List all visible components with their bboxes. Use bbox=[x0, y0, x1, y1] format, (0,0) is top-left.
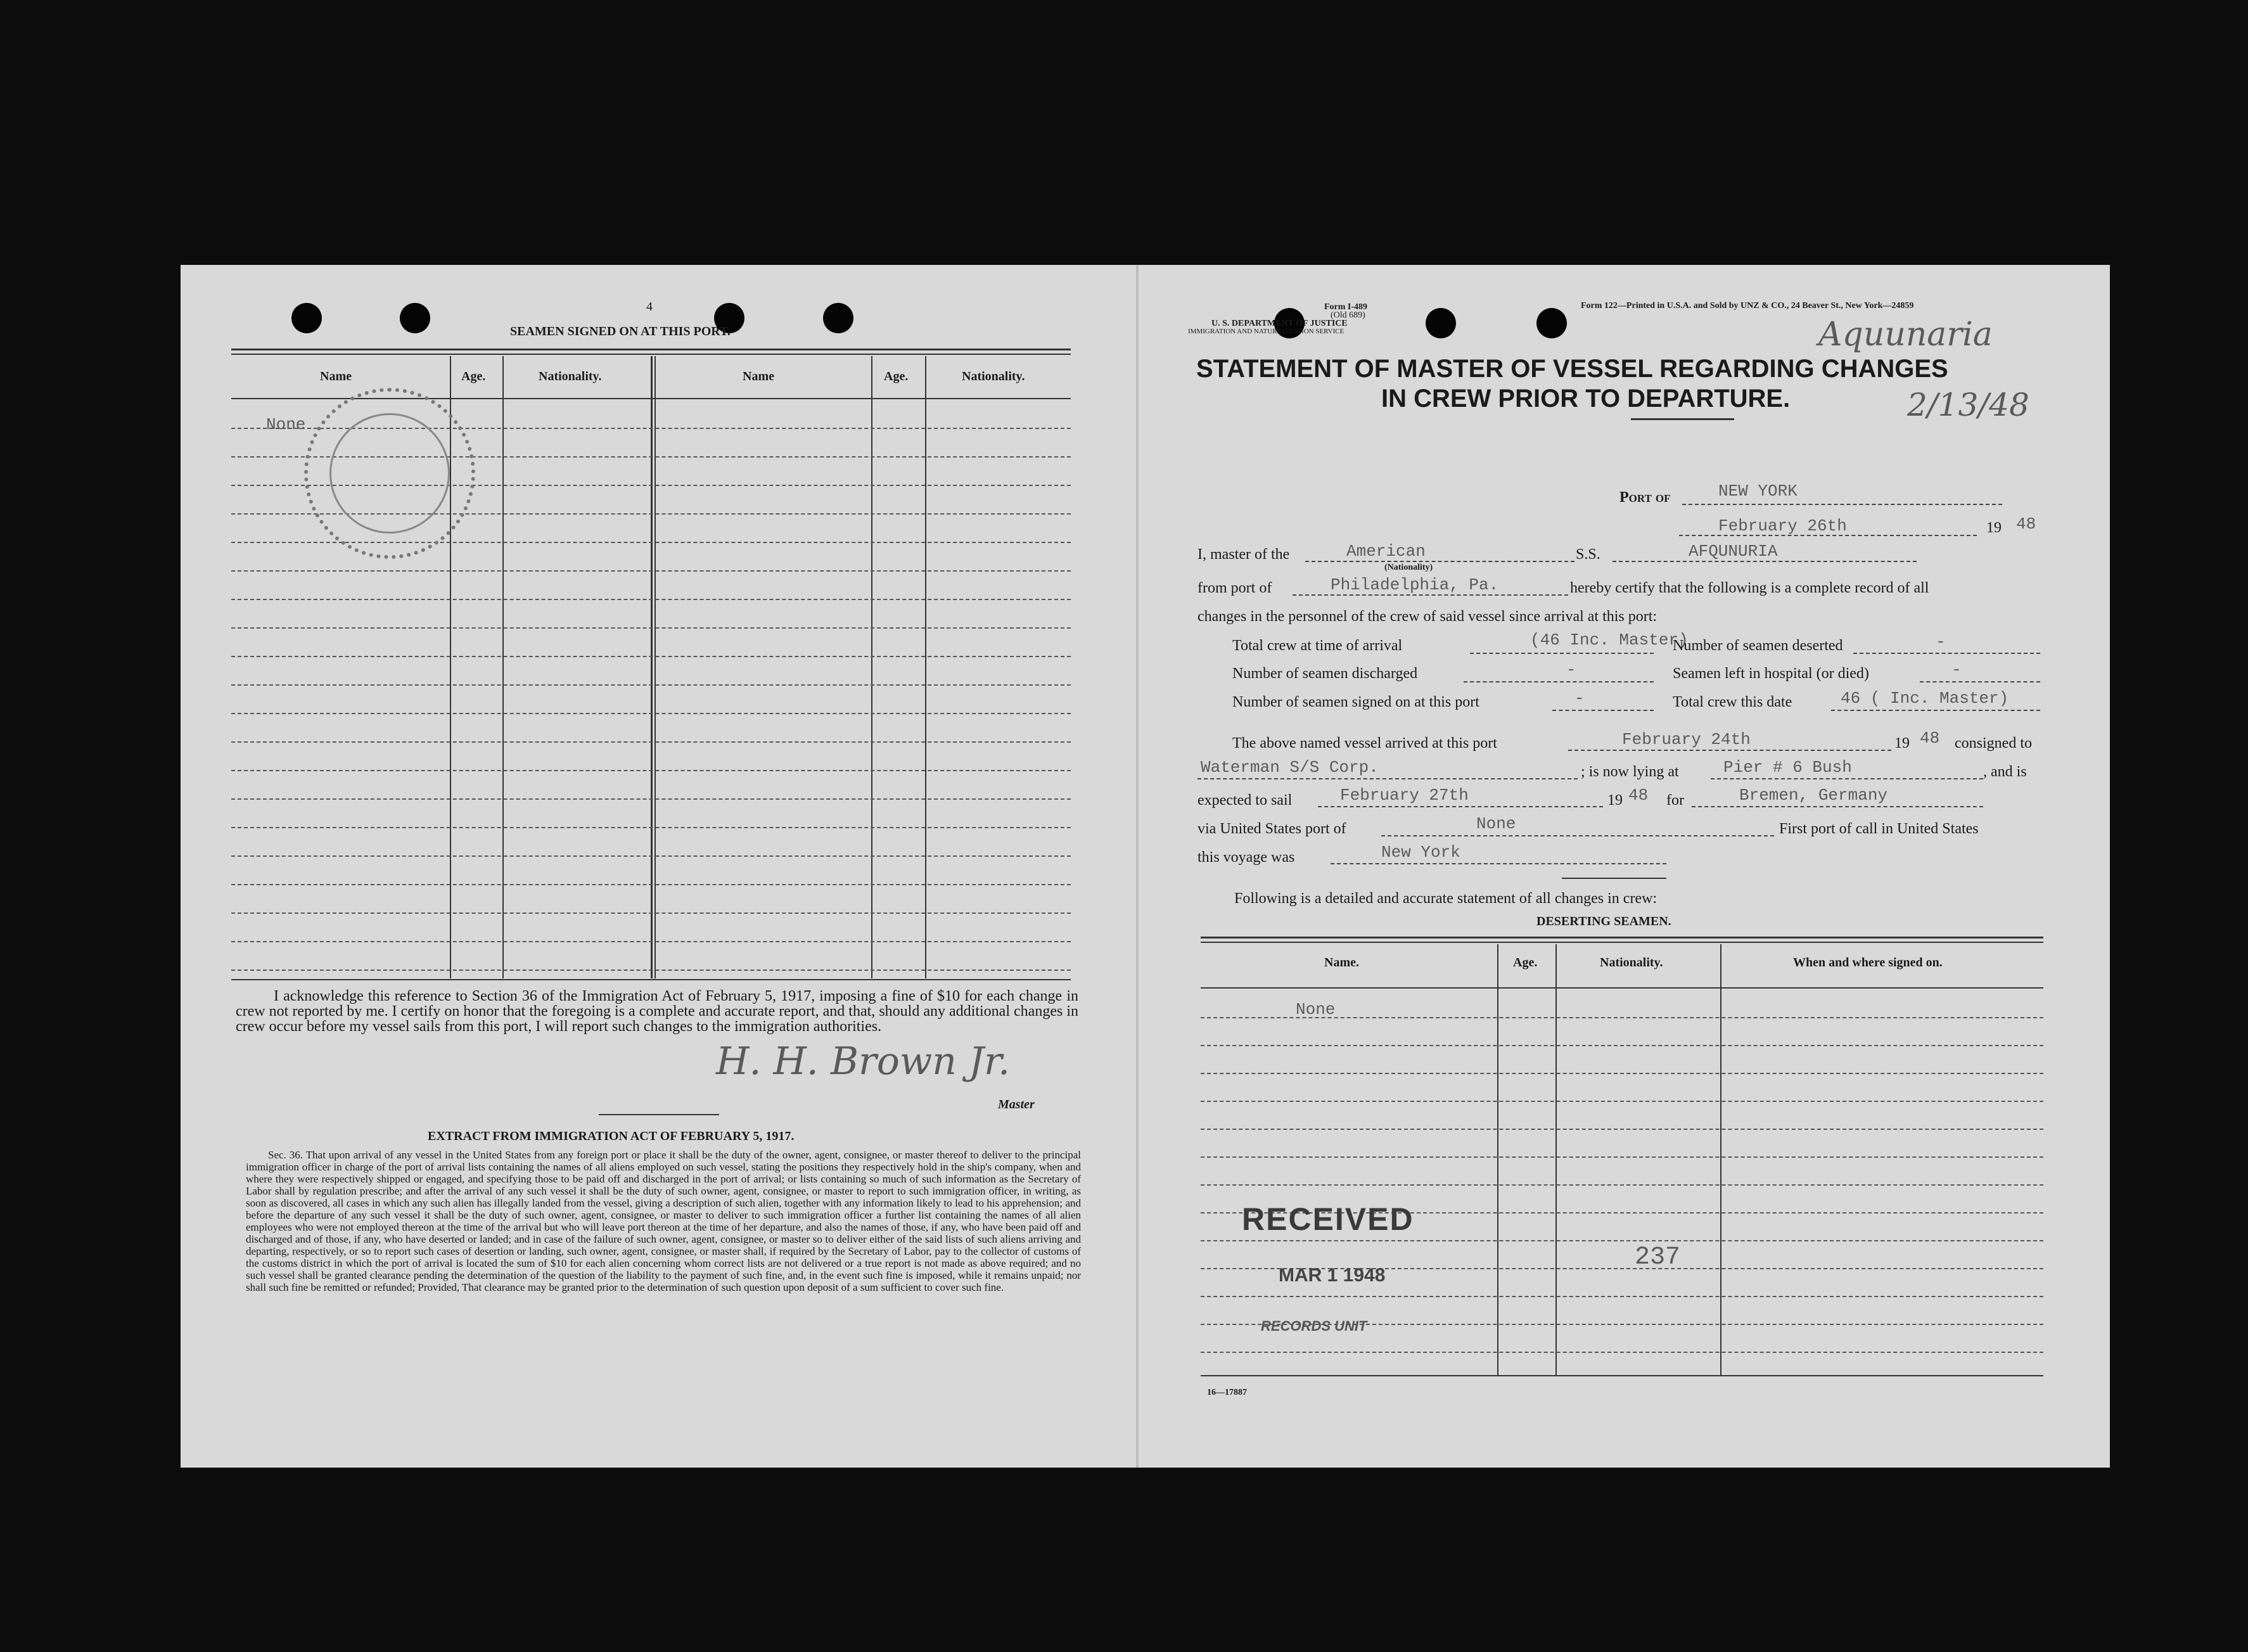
signed-on-value: - bbox=[1574, 689, 1585, 708]
port-of-label: Port of bbox=[1619, 489, 1671, 506]
column-header: Name bbox=[320, 369, 352, 383]
fill-line bbox=[1197, 778, 1578, 779]
fill-line bbox=[1331, 863, 1666, 864]
fill-line bbox=[1920, 681, 2040, 682]
deserting-title: DESERTING SEAMEN. bbox=[1536, 914, 1671, 928]
total-crew-date-value: 46 ( Inc. Master) bbox=[1841, 689, 2009, 708]
table-row bbox=[231, 770, 1071, 771]
right-page bbox=[1137, 265, 2110, 1468]
master-signature: H. H. Brown Jr. bbox=[716, 1039, 1011, 1084]
fill-line bbox=[1692, 806, 1983, 807]
table-entry: None bbox=[266, 415, 306, 434]
punch-hole bbox=[1536, 308, 1567, 338]
following-text: Following is a detailed and accurate statement of all changes in crew: bbox=[1234, 890, 1657, 907]
via-label: via United States port of bbox=[1197, 821, 1346, 837]
handwritten-date: 2/13/48 bbox=[1907, 387, 2029, 423]
via-value: None bbox=[1476, 814, 1516, 833]
title-underline bbox=[1631, 418, 1734, 420]
table-row bbox=[231, 656, 1071, 657]
column-header: Nationality. bbox=[1600, 956, 1663, 970]
certify-text: hereby certify that the following is a complete record of all bbox=[1570, 580, 1929, 596]
table-row bbox=[231, 627, 1071, 629]
column-header: Age. bbox=[1513, 956, 1538, 970]
column-header: Nationality. bbox=[962, 369, 1025, 383]
column-header: Age. bbox=[461, 369, 486, 383]
footer-code: 16—17887 bbox=[1207, 1388, 1247, 1397]
table-row bbox=[231, 941, 1071, 942]
table-row bbox=[231, 827, 1071, 828]
total-crew-arrival-label: Total crew at time of arrival bbox=[1232, 637, 1403, 654]
consigned-label: consigned to bbox=[1955, 735, 2032, 752]
received-stamp: RECEIVED bbox=[1242, 1201, 1414, 1237]
acknowledgment-text: I acknowledge this reference to Section 36 of the Immigration Act of February 5, 1917, imposing a fine of $10 for each change in crew not reported by me. I certify on honor that the foregoing is a complete and accurate report, and that, should any additional changes in crew occur before my vessel sails from this port, I will report such changes to the immigration authorities. bbox=[236, 988, 1078, 1035]
form-title-line2: IN CREW PRIOR TO DEPARTURE. bbox=[1381, 385, 1791, 413]
table-row bbox=[231, 912, 1071, 914]
table-row bbox=[1201, 1156, 2043, 1158]
column-header: Nationality. bbox=[539, 369, 602, 383]
arrived-label: The above named vessel arrived at this port bbox=[1232, 735, 1497, 752]
left-title: SEAMEN SIGNED ON AT THIS PORT. bbox=[510, 324, 731, 338]
punch-hole bbox=[1426, 308, 1456, 338]
table-entry: None bbox=[1296, 1000, 1336, 1019]
master-of-label: I, master of the bbox=[1197, 546, 1290, 563]
fill-line bbox=[1831, 710, 2040, 711]
form-title-line1: STATEMENT OF MASTER OF VESSEL REGARDING CHANGES bbox=[1196, 355, 1948, 383]
fill-line bbox=[1305, 561, 1574, 562]
for-label: for bbox=[1666, 792, 1684, 809]
table-row bbox=[231, 599, 1071, 600]
fill-line bbox=[1464, 681, 1654, 682]
from-port-label: from port of bbox=[1197, 580, 1272, 596]
date-value: February 26th bbox=[1718, 516, 1847, 535]
year-value: 48 bbox=[1920, 729, 1940, 748]
column-header: Name bbox=[743, 369, 774, 383]
table-row bbox=[231, 855, 1071, 857]
voyage-label: this voyage was bbox=[1197, 849, 1295, 866]
table-row bbox=[1201, 1296, 2043, 1297]
column-divider bbox=[1720, 944, 1721, 1375]
divider bbox=[599, 1114, 719, 1115]
year-prefix: 19 bbox=[1986, 520, 2002, 536]
fill-line bbox=[1318, 806, 1603, 807]
expected-value: February 27th bbox=[1340, 786, 1469, 805]
consignee-value: Waterman S/S Corp. bbox=[1201, 758, 1379, 777]
divider bbox=[1201, 1375, 2043, 1376]
printer-line: Form 122—Printed in U.S.A. and Sold by UNZ & CO., 24 Beaver St., New York—24859 bbox=[1581, 301, 1914, 311]
lying-at-label: ; is now lying at bbox=[1581, 764, 1679, 780]
table-row bbox=[231, 970, 1071, 971]
received-seal-inner bbox=[329, 413, 450, 534]
fill-line bbox=[1711, 778, 1983, 779]
lying-at-value: Pier # 6 Bush bbox=[1723, 758, 1852, 777]
year-value: 48 bbox=[2016, 515, 2036, 534]
received-stamp-unit: RECORDS UNIT bbox=[1261, 1318, 1367, 1334]
discharged-value: - bbox=[1566, 660, 1576, 679]
divider bbox=[231, 979, 1071, 980]
page-number: 4 bbox=[646, 300, 653, 314]
extract-title: EXTRACT FROM IMMIGRATION ACT OF FEBRUARY 5, 1917. bbox=[428, 1129, 795, 1143]
fill-line bbox=[1613, 561, 1917, 562]
fill-line bbox=[1381, 835, 1774, 836]
table-row bbox=[1201, 1184, 2043, 1186]
ship-name: AFQUNURIA bbox=[1689, 542, 1778, 561]
table-row bbox=[231, 741, 1071, 743]
stamp-number: 237 bbox=[1635, 1243, 1681, 1272]
fill-line bbox=[1682, 504, 2002, 505]
first-call-label: First port of call in United States bbox=[1779, 821, 1979, 837]
arrived-value: February 24th bbox=[1622, 730, 1751, 749]
total-crew-arrival-value: (46 Inc. Master) bbox=[1530, 631, 1689, 650]
column-header: When and where signed on. bbox=[1793, 956, 1943, 970]
form-number: Form I-489 bbox=[1324, 302, 1368, 312]
table-row bbox=[1201, 1352, 2043, 1353]
year-value: 48 bbox=[1628, 786, 1649, 805]
total-crew-date-label: Total crew this date bbox=[1673, 694, 1792, 710]
fill-line bbox=[1568, 750, 1891, 751]
nationality-value: American bbox=[1346, 542, 1426, 561]
form-old: (Old 689) bbox=[1331, 311, 1365, 320]
destination-value: Bremen, Germany bbox=[1739, 786, 1888, 805]
deserted-value: - bbox=[1936, 632, 1946, 651]
table-row bbox=[231, 570, 1071, 572]
service: IMMIGRATION AND NATURALIZATION SERVICE bbox=[1188, 328, 1344, 335]
divider bbox=[231, 349, 1071, 350]
column-header: Age. bbox=[884, 369, 909, 383]
and-is-label: , and is bbox=[1983, 764, 2027, 780]
divider bbox=[231, 354, 1071, 355]
punch-hole bbox=[291, 303, 322, 333]
table-row bbox=[1201, 1073, 2043, 1074]
discharged-label: Number of seamen discharged bbox=[1232, 665, 1418, 682]
table-row bbox=[231, 798, 1071, 800]
divider bbox=[1201, 942, 2043, 943]
fill-line bbox=[1293, 594, 1568, 596]
fill-line bbox=[1470, 653, 1654, 654]
table-row bbox=[1201, 1101, 2043, 1102]
year-prefix: 19 bbox=[1607, 792, 1623, 809]
punch-hole bbox=[823, 303, 853, 333]
column-divider bbox=[1555, 944, 1557, 1375]
expected-label: expected to sail bbox=[1197, 792, 1293, 809]
changes-text: changes in the personnel of the crew of said vessel since arrival at this port: bbox=[1197, 608, 1657, 625]
received-stamp-date: MAR 1 1948 bbox=[1279, 1265, 1386, 1286]
table-row bbox=[231, 884, 1071, 885]
fill-line bbox=[1679, 535, 1977, 536]
handwritten-ship-name: Aquunaria bbox=[1818, 316, 1993, 354]
hospital-value: - bbox=[1951, 660, 1962, 679]
column-header: Name. bbox=[1324, 956, 1359, 970]
fill-line bbox=[1853, 653, 2040, 654]
divider bbox=[1201, 987, 2043, 989]
from-port-value: Philadelphia, Pa. bbox=[1331, 575, 1499, 594]
ss-label: S.S. bbox=[1576, 546, 1600, 563]
column-divider bbox=[1497, 944, 1498, 1375]
extract-text: Sec. 36. That upon arrival of any vessel in the United States from any foreign port or place it shall be the duty of the owner, agent, consignee, or master thereof to deliver to the principal immigration officer in charge of the port of arrival lists containing the names of all aliens employed on such vessel, stating the positions they respectively hold in the ship's company, when and where they were respectively shipped or engaged, and specifying those to be paid off and discharged in the port of arrival; or lists containing so much of such information as the Secretary of Labor shall by regulation prescribe; and after the arrival of any such vessel it shall be the duty of such owner, agent, consignee, or master to report to such immigration officer, in writing, as soon as discovered, all cases in which any such alien has illegally landed from the vessel, giving a description of such alien, together with any information likely to lead to his apprehension; and before the departure of any such vessel it shall be the duty of such owner, agent, consignee, or master to deliver to such immigration officer a further list containing the names of all alien employees who were not employed thereon at the time of the arrival but who will leave port thereon at the time of her departure, and also the names of those, if any, who have been paid off and discharged and of those, if any, who have deserted or landed; and in case of the failure of such owner, agent, consignee, or master so to deliver either of the said lists of such aliens arriving and departing, respectively, or so to report such cases of desertion or landing, such owner, agent, consignee, or master shall, if required by the Secretary of Labor, pay to the collector of customs of the customs district in which the port of arrival is located the sum of $10 for each alien concerning whom correct lists are not delivered or a true report is not made as above required; and no such vessel shall be granted clearance pending the determination of the question of the liability to the payment of such fine, and, in the event such fine is imposed, while it remains unpaid; nor shall such fine be remitted or refunded; Provided, That clearance may be granted prior to the determination of such question upon deposit of a sum sufficient to cover such fine. bbox=[246, 1149, 1081, 1293]
voyage-value: New York bbox=[1381, 843, 1460, 862]
divider bbox=[1562, 878, 1666, 879]
table-row bbox=[1201, 1045, 2043, 1046]
table-row bbox=[231, 713, 1071, 714]
table-row bbox=[1201, 1240, 2043, 1241]
divider bbox=[1201, 937, 2043, 938]
signed-on-label: Number of seamen signed on at this port bbox=[1232, 694, 1479, 710]
deserted-label: Number of seamen deserted bbox=[1673, 637, 1843, 654]
punch-hole bbox=[400, 303, 430, 333]
table-row bbox=[1201, 1129, 2043, 1130]
port-of-value: NEW YORK bbox=[1718, 482, 1798, 501]
department: U. S. DEPARTMENT OF JUSTICE bbox=[1211, 319, 1348, 328]
page-fold bbox=[1136, 265, 1139, 1468]
nationality-caption: (Nationality) bbox=[1384, 563, 1433, 572]
table-row bbox=[231, 684, 1071, 686]
year-prefix: 19 bbox=[1894, 735, 1910, 752]
hospital-label: Seamen left in hospital (or died) bbox=[1673, 665, 1869, 682]
fill-line bbox=[1552, 710, 1654, 711]
master-label: Master bbox=[998, 1098, 1035, 1111]
